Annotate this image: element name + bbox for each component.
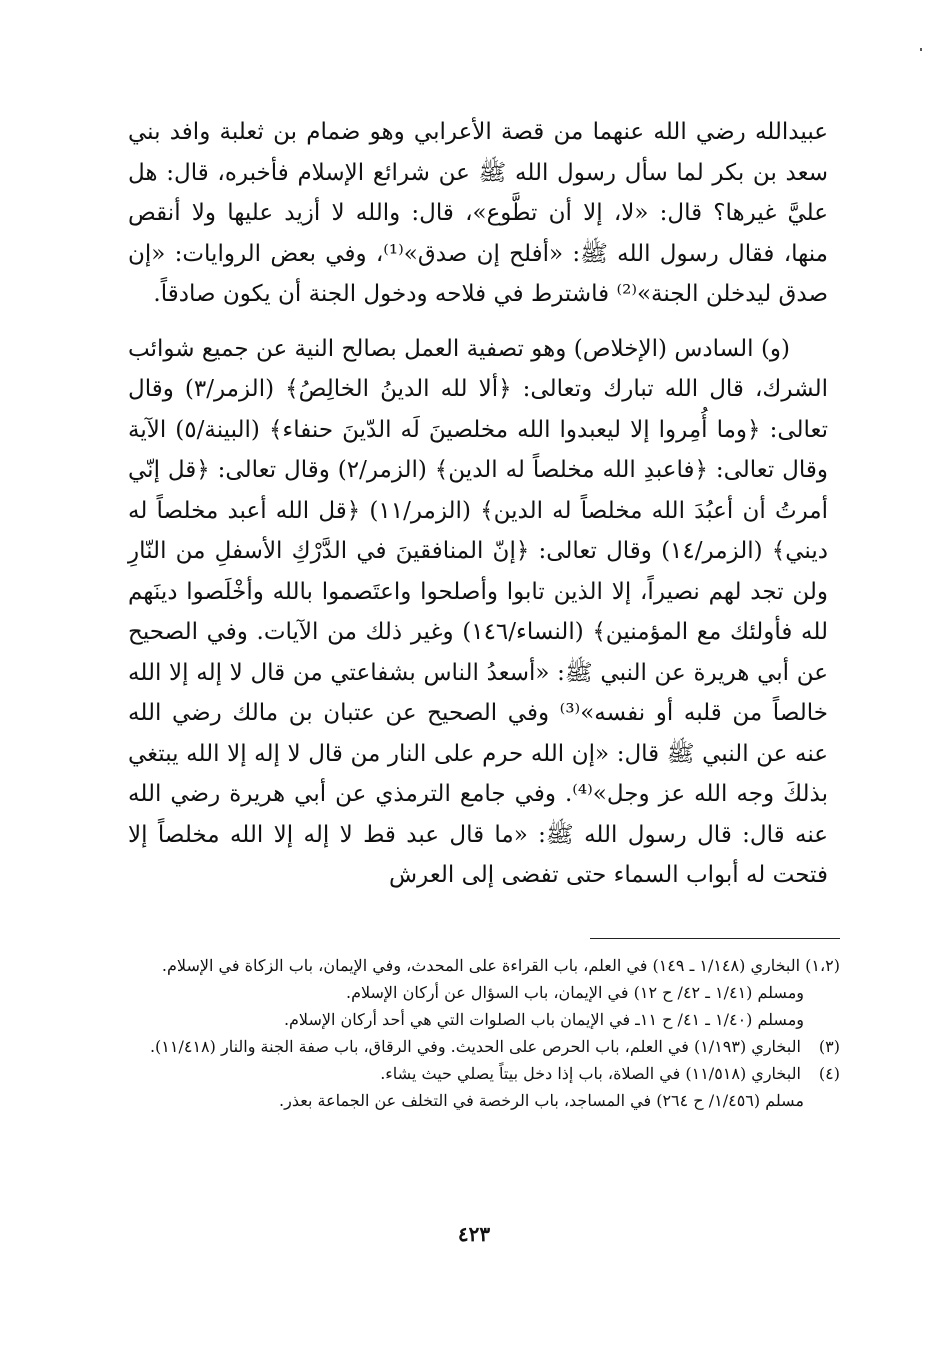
- footnote-text: ومسلم (١/٤١ ـ ٤٢/ ح ١٢) في الإيمان، باب السؤال عن أركان الإسلام.: [345, 983, 804, 1002]
- footnote-text: ومسلم (١/٤٠ ـ ٤١/ ح ١١ـ في الإيمان باب الصلوات التي هي أحد أركان الإسلام.: [283, 1010, 804, 1029]
- footnote-divider: [590, 938, 840, 939]
- main-text: [128, 112, 828, 896]
- footnote-text: البخاري (١/١٤٨ ـ ١٤٩) في العلم، باب القراءة على المحدث، وفي الإيمان، باب الزكاة في الإسلام.: [161, 956, 801, 975]
- footnote-4-cont: [128, 1087, 840, 1114]
- footnote-1-2: [128, 952, 840, 979]
- footnote-3: [128, 1033, 840, 1060]
- footnotes: [128, 952, 840, 1114]
- footnote-marker: (١،٢): [805, 956, 840, 975]
- paragraph-1: عبيدالله رضي الله عنهما من قصة الأعرابي وهو ضمام بن ثعلبة وافد بني سعد بن بكر لما سأل رسول الله ﷺ عن شرائع الإسلام فأخبره، قال: هل عليَّ غيرها؟ قال: «لا، إلا أن تطَّوع»، قال: والله لا أزيد عليها ولا أنقص منها، فقال رسول الله ﷺ: «أفلح إن صدق»⁽¹⁾، وفي بعض الروايات: «إن صدق ليدخلن الجنة»⁽²⁾ فاشترط في فلاحه ودخول الجنة أن يكون صادقاً.: [128, 119, 828, 307]
- page-number: ٤٢٣: [457, 1222, 491, 1246]
- paragraph-2: (و) السادس (الإخلاص) وهو تصفية العمل بصالح النية عن جميع شوائب الشرك، قال الله تبارك وتعالى: ﴿ألا لله الدينُ الخالِصُ﴾ (الزمر/٣) وقال تعالى: ﴿وما أُمِروا إلا ليعبدوا الله مخلصينَ لَه الدّينَ حنفاء﴾ (البينة/٥) الآية وقال تعالى: ﴿فاعبدِ الله مخلصاً له الدين﴾ (الزمر/٢) وقال تعالى: ﴿قل إنّي أمرتُ أن أعبُدَ الله مخلصاً له الدين﴾ (الزمر/١١) ﴿قل الله أعبد مخلصاً له ديني﴾ (الزمر/١٤) وقال تعالى: ﴿إنّ المنافقينَ في الدَّرْكِ الأسفلِ من النّارِ ولن تجد لهم نصيراً، إلا الذين تابوا وأصلحوا واعتَصموا بالله وأخْلَصوا دينَهم لله فأولئك مع المؤمنين﴾ (النساء/١٤٦) وغير ذلك من الآيات. وفي الصحيح عن أبي هريرة عن النبي ﷺ: «أسعدُ الناس بشفاعتي من قال لا إله إلا الله خالصاً من قلبه أو نفسه»⁽³⁾ وفي الصحيح عن عتبان بن مالك رضي الله عنه عن النبي ﷺ قال: «إن الله حرم على النار من قال لا إله إلا الله يبتغي بذلكَ وجه الله عز وجل»⁽⁴⁾. وفي جامع الترمذي عن أبي هريرة رضي الله عنه قال: قال رسول الله ﷺ: «ما قال عبد قط لا إله إلا الله مخلصاً إلا فتحت له أبواب السماء حتى تفضى إلى العرش: [128, 335, 828, 888]
- footnote-text: البخاري (١/١٩٣) في العلم، باب الحرص على الحديث. وفي الرقاق، باب صفة الجنة والنار (١١/٤١٨).: [149, 1037, 801, 1056]
- footnote-text: البخاري (١١/٥١٨) في الصلاة، باب إذا دخل بيتاً يصلي حيث يشاء.: [380, 1064, 801, 1083]
- footnote-1-2-cont-a: [128, 979, 840, 1006]
- scan-edge-mark: [920, 48, 922, 51]
- footnote-1-2-cont-b: [128, 1006, 840, 1033]
- footnote-text: مسلم (١/٤٥٦/ ح ٢٦٤) في المساجد، باب الرخصة في التخلف عن الجماعة بعذر.: [279, 1091, 804, 1110]
- footnote-4: [128, 1060, 840, 1087]
- footnote-marker: (٤): [818, 1064, 840, 1083]
- footnote-marker: (٣): [818, 1037, 840, 1056]
